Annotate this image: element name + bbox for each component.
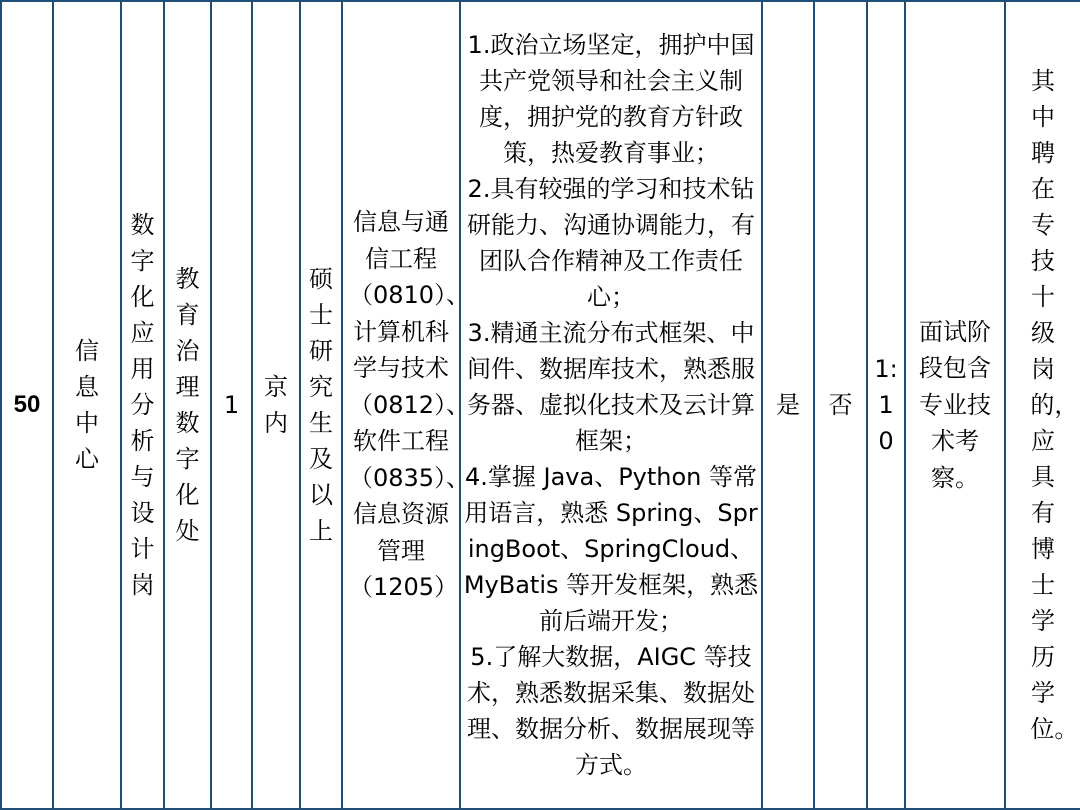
majors-text xyxy=(343,204,471,606)
count-cell xyxy=(211,1,252,809)
major-line: 管理 xyxy=(377,536,425,565)
major-line: 信息与通信工程 xyxy=(353,208,449,273)
row-index-cell xyxy=(1,1,53,809)
major-line: 软件工程 xyxy=(353,427,449,456)
education-cell xyxy=(300,1,342,809)
major-line: （0812）、 xyxy=(349,390,471,419)
department-cell xyxy=(53,1,121,809)
requirement-item: 4.掌握 Java、Python 等常用语言，熟悉 Spring、SpringBoot、SpringCloud、MyBatis 等开发框架，熟悉前后端开发； xyxy=(463,463,759,635)
flag-yes: 是 xyxy=(776,391,800,419)
major-line: （1205） xyxy=(349,573,459,602)
source-cell xyxy=(252,1,300,809)
requirement-item: 1.政治立场坚定，拥护中国共产党领导和社会主义制度，拥护党的教育方针政策，热爱教育事业； xyxy=(467,31,755,167)
hire-count: 1 xyxy=(223,391,240,419)
ratio-cell xyxy=(867,1,905,809)
position-name: 数字化应用分析与设计岗 xyxy=(130,211,155,599)
education: 硕士研究生及以上 xyxy=(309,265,333,545)
applicant-source: 京内 xyxy=(264,373,288,437)
row-index: 50 xyxy=(13,391,41,418)
interview-note-cell xyxy=(905,1,1005,809)
remark-cell xyxy=(1005,1,1080,809)
major-line: （0810）、 xyxy=(349,281,471,310)
requirement-item: 5.了解大数据，AIGC 等技术，熟悉数据采集、数据处理、数据分析、数据展现等方式。 xyxy=(467,643,755,779)
department: 信息中心 xyxy=(75,337,99,473)
office: 教育治理数字化处 xyxy=(175,265,200,545)
flag-no: 否 xyxy=(828,391,853,419)
requirement-item: 2.具有较强的学习和技术钻研能力、沟通协调能力，有团队合作精神及工作责任心； xyxy=(467,175,755,311)
office-cell xyxy=(164,1,211,809)
table-row xyxy=(1,1,1080,809)
flag-yes-cell xyxy=(762,1,814,809)
position-cell xyxy=(121,1,164,809)
interview-note: 面试阶段包含专业技术考察。 xyxy=(919,317,991,492)
requirements-cell xyxy=(460,1,762,809)
remark: 其中聘在专技十级岗的，应具有博士学历学位。 xyxy=(1030,67,1079,743)
major-line: 计算机科学与技术 xyxy=(353,317,449,383)
majors-cell xyxy=(342,1,471,809)
flag-no-cell xyxy=(814,1,867,809)
major-line: （0835）、 xyxy=(349,463,471,492)
interview-ratio: 1:10 xyxy=(874,355,898,455)
major-line: 信息资源 xyxy=(353,500,449,529)
requirement-item: 3.精通主流分布式框架、中间件、数据库技术，熟悉服务器、虚拟化技术及云计算框架； xyxy=(467,319,755,455)
